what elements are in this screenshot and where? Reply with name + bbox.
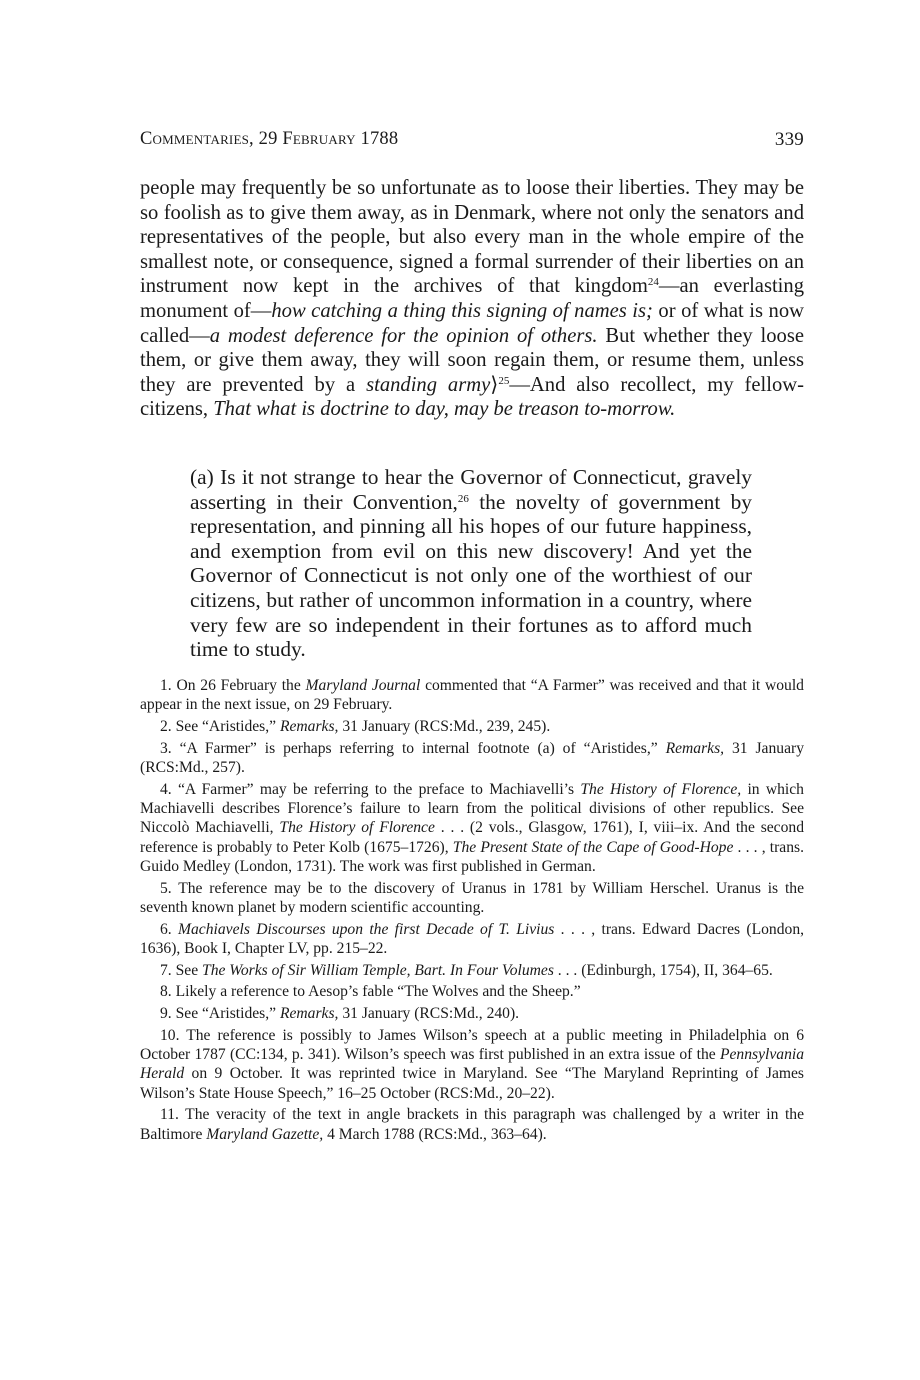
italic-phrase: standing army	[366, 373, 491, 396]
note-8: 8. Likely a reference to Aesop’s fable “The Wolves and the Sheep.”	[160, 983, 581, 1001]
note-11: 11. The veracity of the text in angle brackets in this paragraph was challenged by a writer in the Baltimore Maryland Gazette, 4 March 1788 (RCS:Md., 363–64).	[140, 1106, 804, 1143]
body-paragraph: people may frequently be so unfortunate as to loose their liberties. They may be so foolish as to give them away, as in Denmark, where not only the senators and representatives of the people, but also every man in the whole empire of the smallest note, or consequence, signed a formal surrender of their liberties on an instrument now kept in the archives of that kingdom$^{24}$—an everlasting monument of—how catching a thing this signing of names is; or of what is now called—a modest deference for the opinion of others. But whether they loose them, or give them away, they will soon regain them, or resume them, unless they are prevented by a standing army⟩$^{25}$—And also recollect, my fellow-citizens, That what is doctrine to day, may be treason to-morrow.	[140, 177, 805, 421]
note-2: 2. See “Aristides,” Remarks, 31 January (RCS:Md., 239, 245).	[160, 718, 551, 735]
note-6: 6. Machiavels Discourses upon the first Decade of T. Livius . . . , trans. Edward Dacres (London, 1636), Book I, Chapter LV, pp. 215–22.	[140, 920, 805, 958]
note-4: 4. “A Farmer” may be referring to the preface to Machiavelli’s The History of Florence, in which Machiavelli describes Florence’s failure to learn from the political divisions of other republics. See Niccolò Machiavelli, The History of Florence . . . (2 vols., Glasgow, 1761), I, viii–ix. And the second reference is probably to Peter Kolb (1675–1726), The Present State of the Cape of Good-Hope . . . , trans. Guido Medley (London, 1731). The work was first published in German.	[140, 780, 804, 876]
note-3: 3. “A Farmer” is perhaps referring to internal footnote (a) of “Aristides,” Remarks, 31 January (RCS:Md., 257).	[140, 739, 804, 776]
note-5: 5. The reference may be to the discovery of Uranus in 1781 by William Herschel. Uranus is the seventh known planet by modern scientific accounting.	[140, 879, 804, 917]
note-7: 7. See The Works of Sir William Temple, Bart. In Four Volumes . . . (Edinburgh, 1754), II, 364–65.	[160, 961, 773, 979]
italic-phrase: how catching a thing this signing of names is;	[271, 299, 653, 322]
angle-bracket: ⟩	[490, 373, 499, 396]
internal-footnote-a	[190, 465, 752, 662]
note-1: 1. On 26 February the Maryland Journal commented that “A Farmer” was received and that it would appear in the next issue, on 29 February.	[140, 677, 804, 714]
italic-phrase: a modest deference for the opinion of others.	[209, 324, 598, 347]
footnote-ref-24: 24	[647, 276, 659, 289]
running-title: Commentaries, 29 February 1788	[140, 129, 399, 149]
main-text	[140, 176, 804, 422]
running-head	[140, 129, 804, 155]
footnote-ref-25: 25	[498, 374, 510, 387]
quote-paragraph: (a) Is it not strange to hear the Governor of Connecticut, gravely asserting in their Convention,$^{26}$ the novelty of government by representation, and pinning all his hopes of our future happiness, and exemption from evil on this new discovery! And yet the Governor of Connecticut is not only one of the worthiest of our citizens, but rather of uncommon information in a country, where very few are so independent in their fortunes as to afford much time to study.	[190, 465, 752, 662]
editorial-notes	[140, 676, 804, 1146]
page-number: 339	[774, 129, 804, 150]
italic-phrase: That what is doctrine to day, may be treason to-morrow.	[213, 398, 676, 421]
note-10: 10. The reference is possibly to James Wilson’s speech at a public meeting in Philadelphia on 6 October 1787 (CC:134, p. 341). Wilson’s speech was first published in an extra issue of the Pennsylvania Herald on 9 October. It was reprinted twice in Maryland. See “The Maryland Reprinting of James Wilson’s State House Speech,” 16–25 October (RCS:Md., 20–22).	[140, 1026, 804, 1102]
footnote-ref-26: 26	[457, 492, 469, 505]
note-9: 9. See “Aristides,” Remarks, 31 January (RCS:Md., 240).	[160, 1005, 520, 1022]
